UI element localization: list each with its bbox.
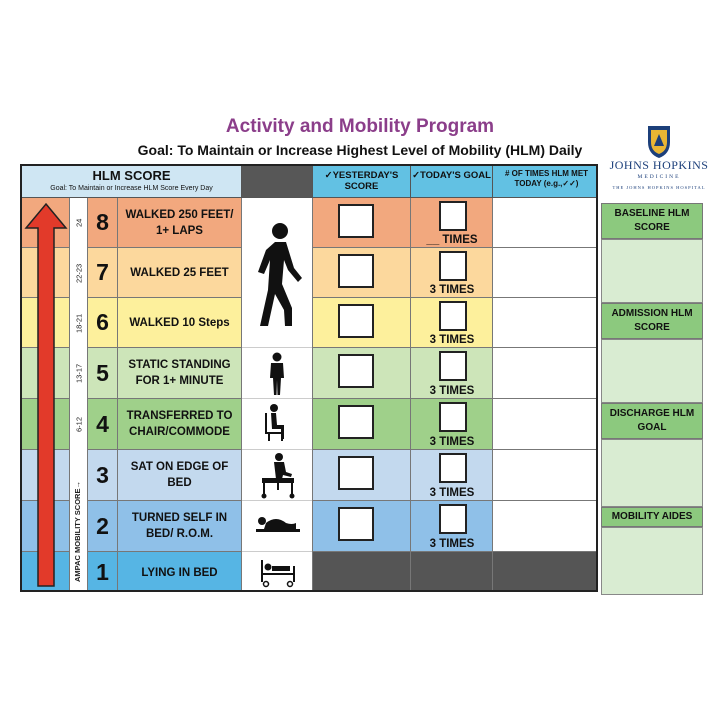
todays-goal-cell — [410, 450, 492, 501]
ampac-label: AMPAC MOBILITY SCORE→ — [73, 481, 82, 582]
yesterday-score-cell — [312, 198, 410, 248]
times-label: 3 TIMES — [429, 334, 475, 346]
hlm-level-number: 6 — [88, 298, 118, 348]
discharge-hlm-label: DISCHARGE HLM GOAL — [601, 403, 703, 439]
yesterday-score-checkbox[interactable] — [338, 254, 374, 288]
times-met-cell[interactable] — [492, 298, 598, 348]
times-met-cell[interactable] — [492, 399, 598, 450]
times-label: 3 TIMES — [429, 284, 475, 296]
yesterday-score-cell — [312, 248, 410, 298]
times-met-cell[interactable] — [492, 501, 598, 552]
chair-icon-cell — [242, 399, 312, 450]
hlm-level-number: 3 — [88, 450, 118, 501]
yesterday-score-cell — [312, 552, 410, 592]
todays-goal-cell — [410, 198, 492, 248]
hlm-level-number: 5 — [88, 348, 118, 399]
admission-hlm-field[interactable] — [601, 339, 703, 403]
ampac-range: 13-17 — [74, 363, 84, 384]
todays-goal-checkbox[interactable] — [439, 504, 467, 534]
hlm-level-description: TRANSFERRED TO CHAIR/COMMODE — [118, 399, 242, 450]
todays-goal-checkbox[interactable] — [439, 453, 467, 483]
todays-goal-checkbox[interactable] — [439, 301, 467, 331]
icon-column-header — [242, 166, 312, 198]
times-label: 3 TIMES — [429, 487, 475, 499]
todays-goal-cell — [410, 552, 492, 592]
yesterday-score-checkbox[interactable] — [338, 507, 374, 541]
hlm-level-number: 4 — [88, 399, 118, 450]
standing-person-icon — [242, 348, 312, 399]
ampac-range: 18-21 — [74, 313, 84, 333]
chair-person-icon — [242, 399, 312, 450]
yesterday-score-cell — [312, 298, 410, 348]
todays-goal-header: ✓TODAY'S GOAL — [410, 166, 492, 198]
baseline-hlm-field[interactable] — [601, 239, 703, 303]
times-label: 3 TIMES — [429, 538, 475, 550]
times-met-cell — [492, 552, 598, 592]
lying-icon-cell — [242, 552, 312, 592]
yesterday-score-cell — [312, 348, 410, 399]
times-label: 3 TIMES — [429, 385, 475, 397]
walking-icon-cell — [242, 198, 312, 348]
todays-goal-cell — [410, 399, 492, 450]
ampac-range: 24 — [74, 218, 84, 228]
todays-goal-cell — [410, 248, 492, 298]
ampac-column — [70, 198, 88, 592]
admission-hlm-label: ADMISSION HLM SCORE — [601, 303, 703, 339]
ampac-range: 22-23 — [74, 263, 84, 283]
baseline-hlm-label: BASELINE HLM SCORE — [601, 203, 703, 239]
times-met-cell[interactable] — [492, 450, 598, 501]
times-label: __ TIMES — [426, 234, 478, 246]
page-title: Activity and Mobility Program — [225, 116, 495, 137]
yesterday-score-checkbox[interactable] — [338, 354, 374, 388]
hlm-level-number: 2 — [88, 501, 118, 552]
yesterday-score-header: ✓YESTERDAY'S SCORE — [312, 166, 410, 198]
mobility-aides-field[interactable] — [601, 527, 703, 595]
hlm-score-title: HLM SCORE — [92, 168, 171, 183]
yesterday-score-cell — [312, 450, 410, 501]
times-met-cell[interactable] — [492, 348, 598, 399]
sidebar-panel — [601, 203, 703, 595]
walking-person-icon — [242, 198, 312, 348]
todays-goal-checkbox[interactable] — [439, 201, 467, 231]
times-label: 3 TIMES — [429, 436, 475, 448]
discharge-hlm-field[interactable] — [601, 439, 703, 507]
times-met-header: # OF TIMES HLM MET TODAY (e.g.,✓✓) — [492, 166, 598, 198]
yesterday-score-cell — [312, 399, 410, 450]
page-subtitle: Goal: To Maintain or Increase Highest Level of Mobility (HLM) Daily — [137, 142, 583, 158]
yesterday-score-checkbox[interactable] — [338, 405, 374, 439]
yesterday-score-checkbox[interactable] — [338, 304, 374, 338]
times-met-cell[interactable] — [492, 248, 598, 298]
hlm-level-description: WALKED 25 FEET — [118, 248, 242, 298]
hlm-level-description: STATIC STANDING FOR 1+ MINUTE — [118, 348, 242, 399]
hlm-level-number: 1 — [88, 552, 118, 592]
todays-goal-checkbox[interactable] — [439, 402, 467, 432]
yesterday-score-checkbox[interactable] — [338, 204, 374, 238]
hlm-level-description: WALKED 10 Steps — [118, 298, 242, 348]
logo-sub: MEDICINE — [637, 174, 681, 180]
times-met-cell[interactable] — [492, 198, 598, 248]
turning-icon-cell — [242, 501, 312, 552]
hlm-score-header — [22, 166, 242, 198]
todays-goal-checkbox[interactable] — [439, 351, 467, 381]
todays-goal-checkbox[interactable] — [439, 251, 467, 281]
up-arrow-icon — [22, 198, 70, 592]
hlm-score-subtitle: Goal: To Maintain or Increase HLM Score Every Day — [50, 185, 213, 192]
mobility-aides-label: MOBILITY AIDES — [601, 507, 703, 527]
shield-crest-icon — [606, 122, 712, 162]
hlm-level-description: LYING IN BED — [118, 552, 242, 592]
sitting-icon-cell — [242, 450, 312, 501]
sitting-on-bed-icon — [242, 450, 312, 501]
todays-goal-cell — [410, 348, 492, 399]
hlm-level-description: SAT ON EDGE OF BED — [118, 450, 242, 501]
logo-hospital: THE JOHNS HOPKINS HOSPITAL — [612, 185, 706, 190]
hlm-level-number: 7 — [88, 248, 118, 298]
johns-hopkins-logo — [606, 122, 712, 200]
standing-icon-cell — [242, 348, 312, 399]
todays-goal-cell — [410, 501, 492, 552]
ampac-range: 6-12 — [74, 417, 84, 433]
mobility-board — [20, 164, 598, 592]
todays-goal-cell — [410, 298, 492, 348]
yesterday-score-checkbox[interactable] — [338, 456, 374, 490]
hlm-level-number: 8 — [88, 198, 118, 248]
lying-in-bed-icon — [242, 552, 312, 592]
logo-name: JOHNS HOPKINS — [609, 158, 709, 172]
hlm-level-description: WALKED 250 FEET/ 1+ LAPS — [118, 198, 242, 248]
yesterday-score-cell — [312, 501, 410, 552]
hlm-level-description: TURNED SELF IN BED/ R.O.M. — [118, 501, 242, 552]
red-arrow-strip — [22, 198, 70, 592]
turning-in-bed-icon — [242, 501, 312, 552]
